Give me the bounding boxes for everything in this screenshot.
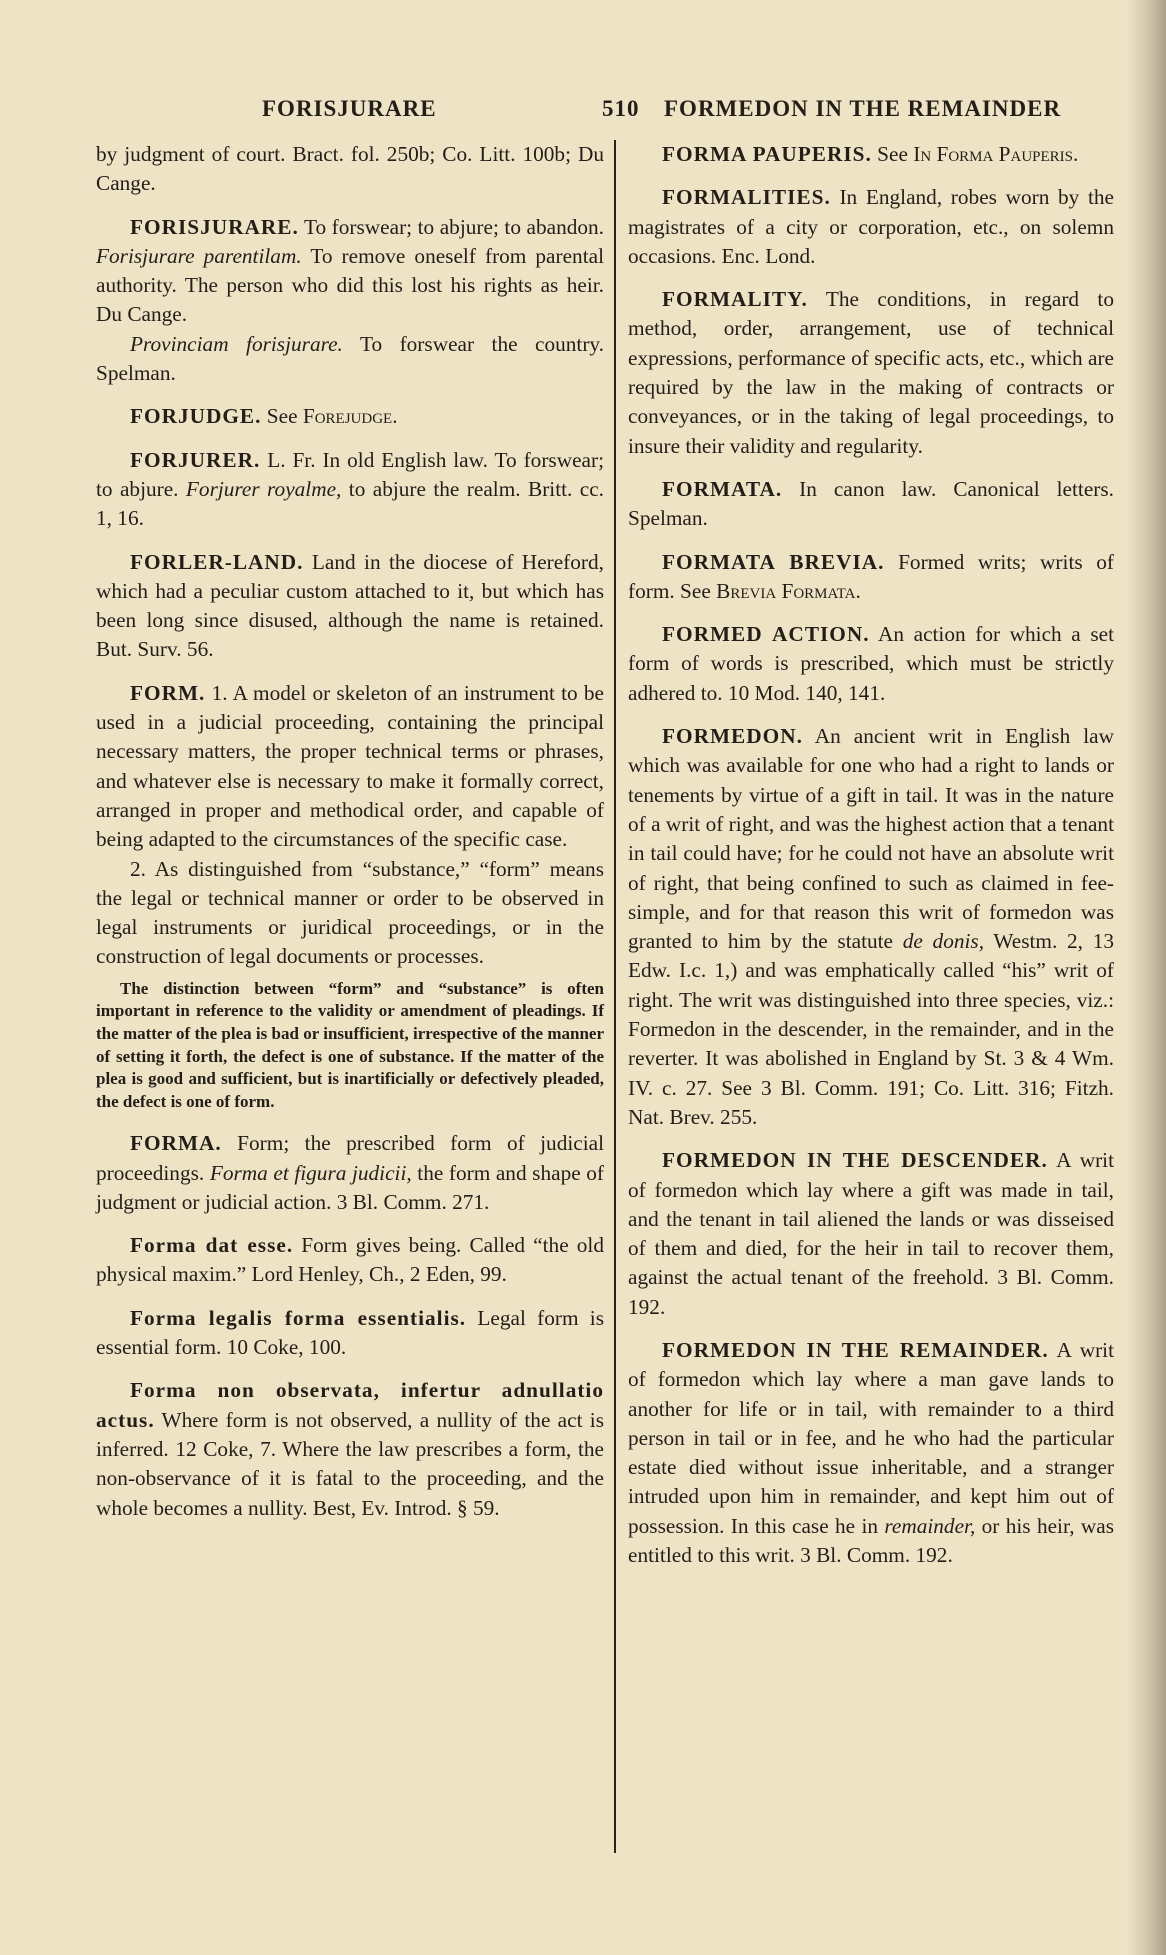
entry-form: FORM. 1. A model or skeleton of an instrument to be used in a judicial proceeding, containing the principal necessary matters, the proper technical terms or phrases, and whatever else is necessary to make it formally correct, arranged in proper and methodical order, and capable of being adapted to the circumstances of the specific case.	[96, 680, 604, 852]
headword: FORJUDGE.	[130, 404, 262, 429]
entry-formata: FORMATA. In canon law. Canonical letters. Spelman.	[628, 476, 1114, 531]
cross-reference: Brevia Formata.	[716, 578, 861, 603]
entry-forisjurare-sub: Provinciam forisjurare. To forswear the country. Spelman.	[96, 331, 604, 386]
headword: FORMEDON.	[662, 724, 803, 749]
entry-formedon-descender: FORMEDON IN THE DESCENDER. A writ of formedon which lay where a gift was made in tail, and the tenant in tail aliened the lands or was disseised of them and died, for the heir in tail to recover them, against the actual tenant of the freehold. 3 Bl. Comm. 192.	[628, 1148, 1115, 1319]
entry-formedon-remainder: FORMEDON IN THE REMAINDER. A writ of formedon which lay where a man gave lands to another for life or in tail, with remainder to a third person in tail or in fee, and he who had the particular estate died without issue inheritable, and a stranger intruded upon him in remainder, and kept him out of possession. In this case he in remainder, or his heir, was entitled to this writ. 3 Bl. Comm. 192.	[628, 1337, 1115, 1568]
continued-entry: by judgment of court. Bract. fol. 250b; Co. Litt. 100b; Du Cange.	[96, 142, 604, 196]
entry-forma-pauperis: FORMA PAUPERIS. See In Forma Pauperis.	[662, 142, 1079, 166]
column-divider	[614, 140, 616, 1853]
entry-forisjurare: FORISJURARE. To forswear; to abjure; to abandon. Forisjurare parentilam. To remove oneself from parental authority. The person who did this lost his rights as heir. Du Cange.	[96, 214, 604, 327]
headword: FORMALITY.	[662, 287, 808, 312]
entry-forma-dat-esse: Forma dat esse. Form gives being. Called “the old physical maxim.” Lord Henley, Ch., 2 Eden, 99.	[96, 1233, 605, 1287]
entry-formata-brevia: FORMATA BREVIA. Formed writs; writs of form. See Brevia Formata.	[628, 549, 1114, 603]
headword: FORMALITIES.	[662, 185, 831, 210]
cross-reference: In Forma Pauperis.	[913, 142, 1079, 166]
page-edge-shadow	[1126, 0, 1166, 1955]
right-column	[628, 140, 1114, 1584]
entry-formed-action: FORMED ACTION. An action for which a set form of words is prescribed, which must be strictly adhered to. 10 Mod. 140, 141.	[628, 622, 1114, 705]
headword: FORMATA BREVIA.	[662, 549, 885, 574]
headword: FORMED ACTION.	[662, 622, 870, 647]
headword: FORM.	[130, 680, 206, 705]
page-number: 510	[602, 96, 640, 121]
entry-forler-land: FORLER-LAND. Land in the diocese of Hereford, which had a peculiar custom attached to it, but which has been long since disused, although the name is retained. But. Surv. 56.	[96, 549, 604, 662]
header-guide-word-right: FORMEDON IN THE REMAINDER	[664, 96, 1062, 121]
headword: Forma legalis forma essentialis.	[130, 1305, 467, 1330]
headword: Forma non observata, infertur adnullatio actus.	[96, 1378, 604, 1432]
headword: FORMATA.	[662, 476, 783, 501]
entry-formalities: FORMALITIES. In England, robes worn by the magistrates of a city or corporation, etc., on solemn occasions. Enc. Lond.	[628, 185, 1114, 268]
header-guide-word-left: FORISJURARE	[262, 96, 437, 121]
entry-form-sense-2: 2. As distinguished from “substance,” “form” means the legal or technical manner or order to be observed in legal instruments or juridical proceedings, or in the construction of legal documents or processes.	[96, 856, 604, 969]
headword: FORMEDON IN THE DESCENDER.	[662, 1148, 1048, 1173]
headword: FORJURER.	[130, 447, 261, 472]
headword: FORLER-LAND.	[130, 549, 304, 574]
entry-forjudge: FORJUDGE. See Forejudge.	[130, 404, 398, 429]
entry-forma-legalis: Forma legalis forma essentialis. Legal form is essential form. 10 Coke, 100.	[96, 1305, 604, 1360]
entry-forma-non-observata: Forma non observata, infertur adnullatio actus. Where form is not observed, a nullity of the act is inferred. 12 Coke, 7. Where the law prescribes a form, the non-observance of it is fatal to the proceeding, and the whole becomes a nullity. Best, Ev. Introd. § 59.	[96, 1378, 604, 1520]
entry-form-note: The distinction between “form” and “substance” is often important in reference to the validity or amendment of pleadings. If the matter of the plea is bad or insufficient, irrespective of the manner of setting it forth, the defect is one of substance. If the matter of the plea is good and sufficient, but is inartificially or defectively pleaded, the defect is one of form.	[96, 978, 604, 1111]
headword: Forma dat esse.	[130, 1233, 294, 1258]
headword: FORMA.	[130, 1131, 222, 1156]
running-header	[0, 92, 1166, 132]
headword: FORMEDON IN THE REMAINDER.	[662, 1337, 1049, 1362]
headword: FORISJURARE.	[130, 214, 299, 239]
left-column	[96, 140, 604, 1537]
entry-formality: FORMALITY. The conditions, in regard to method, order, arrangement, use of technical expressions, performance of specific acts, etc., which are required by the law in the making of contracts or conveyances, or in the taking of legal proceedings, to insure their validity and regularity.	[628, 287, 1114, 458]
entry-forma: FORMA. Form; the prescribed form of judicial proceedings. Forma et figura judicii, the form and shape of judgment or judicial action. 3 Bl. Comm. 271.	[96, 1131, 604, 1214]
headword: FORMA PAUPERIS.	[662, 142, 872, 166]
entry-formedon: FORMEDON. An ancient writ in English law which was available for one who had a right to lands or tenements by virtue of a gift in tail. It was in the nature of a writ of right, and was the highest action that a tenant in tail could have; for he could not have an absolute writ of right, that being confined to such as claimed in fee-simple, and for that reason this writ of formedon was granted to him by the statute de donis, Westm. 2, 13 Edw. I.c. 1,) and was emphatically called “his” writ of right. The writ was distinguished into three species, viz.: Formedon in the descender, in the remainder, and in the reverter. It was abolished in England by St. 3 & 4 Wm. IV. c. 27. See 3 Bl. Comm. 191; Co. Litt. 316; Fitzh. Nat. Brev. 255.	[628, 724, 1114, 1129]
entry-forjurer: FORJURER. L. Fr. In old English law. To forswear; to abjure. Forjurer royalme, to abjure the realm. Britt. cc. 1, 16.	[96, 447, 604, 531]
cross-reference: Forejudge.	[302, 404, 398, 429]
